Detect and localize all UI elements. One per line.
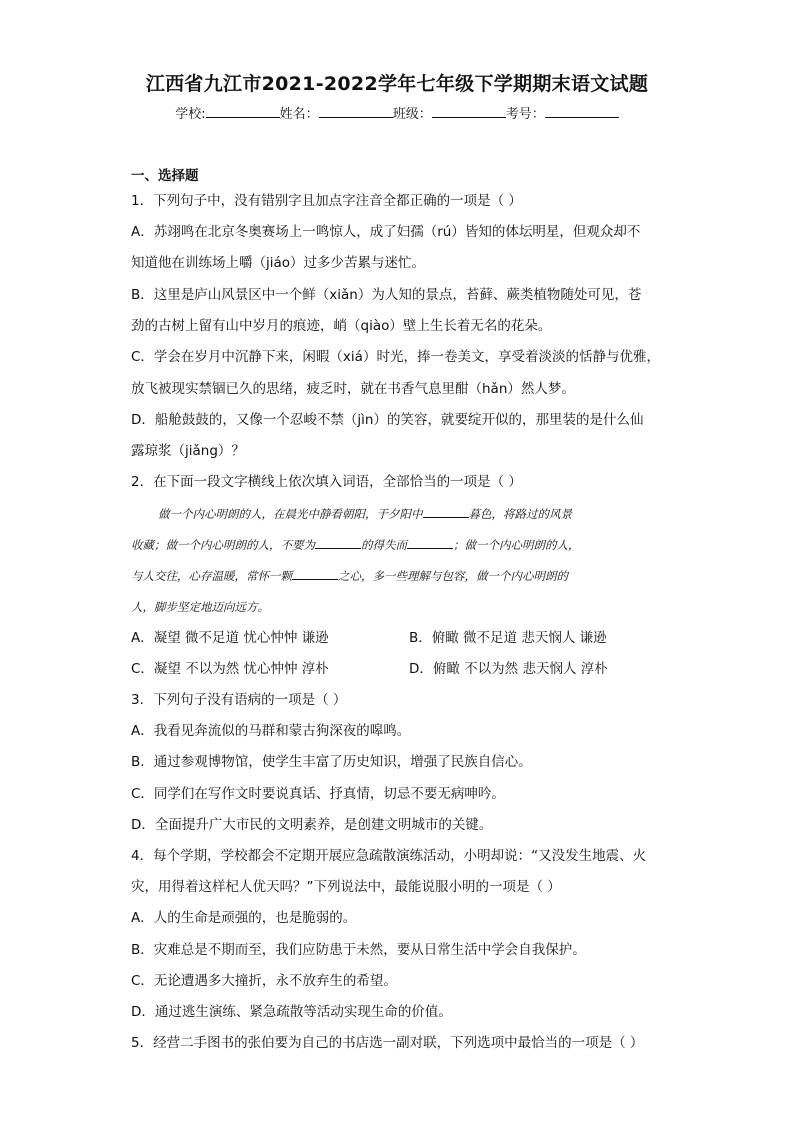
passage-text: 之心，多一些理解与包容，做一个内心明朗的 <box>338 569 568 583</box>
class-blank <box>432 103 506 118</box>
passage-text: 暮色，将路过的风景 <box>468 507 572 521</box>
q2-passage-line4: 人，脚步坚定地迈向远方。 <box>131 600 269 614</box>
q2-option-a: A．凝望 微不足道 忧心忡忡 谦逊 <box>131 630 329 646</box>
passage-text: ；做一个内心明朗的人， <box>453 538 580 552</box>
q1-option-a-line1: A．苏翊鸣在北京冬奥赛场上一鸣惊人，成了妇孺（rú）皆知的体坛明星，但观众却不 <box>131 224 641 240</box>
q4-stem-line2: 灾，用得着这样杞人优天吗？”下列说法中，最能说服小明的一项是（ ） <box>131 879 561 895</box>
q4-option-b: B．灾难总是不期而至，我们应防患于未然，要从日常生活中学会自我保护。 <box>131 942 586 958</box>
q4-stem-line1: 4．每个学期，学校都会不定期开展应急疏散演练活动，小明却说：“又没发生地震、火 <box>131 848 647 864</box>
name-label: 姓名： <box>279 107 319 122</box>
q2-options-row2 <box>131 660 608 678</box>
q1-option-d-line1: D．船舱鼓鼓的，又像一个忍峻不禁（jìn）的笑容，就要绽开似的，那里装的是什么仙 <box>131 412 644 428</box>
name-blank <box>319 103 393 118</box>
q4-option-a: A．人的生命是顽强的，也是脆弱的。 <box>131 910 357 926</box>
q1-option-c-line1: C．学会在岁月中沉静下来，闲暇（xiá）时光，捧一卷美文，享受着淡淡的恬静与优雅， <box>131 349 660 365</box>
q2-option-c: C．凝望 不以为然 忧心忡忡 淳朴 <box>131 661 329 677</box>
exam-no-blank <box>545 103 619 118</box>
fill-blank-3 <box>407 536 453 549</box>
exam-no-label: 考号： <box>505 107 545 122</box>
page-title: 江西省九江市2021-2022学年七年级下学期期末语文试题 <box>145 73 649 95</box>
q3-option-d: D．全面提升广大市民的文明素养，是创建文明城市的关键。 <box>131 817 493 833</box>
q2-options-row1 <box>131 629 607 647</box>
q3-option-b: B．通过参观博物馆，使学生丰富了历史知识，增强了民族自信心。 <box>131 754 532 770</box>
section-heading: 一、选择题 <box>131 168 199 184</box>
passage-text: 收藏；做一个内心明朗的人，不要为 <box>131 538 315 552</box>
school-blank <box>206 103 280 118</box>
student-info-line <box>0 103 794 122</box>
class-label: 班级： <box>392 107 432 122</box>
q1-option-b-line2: 劲的古树上留有山中岁月的痕迹，峭（qiào）壁上生长着无名的花朵。 <box>131 318 552 334</box>
q5-stem: 5．经营二手图书的张伯要为自己的书店选一副对联，下列选项中最恰当的一项是（ ） <box>131 1035 644 1051</box>
passage-text: 做一个内心明朗的人，在晨光中静看朝阳，于夕阳中 <box>158 507 423 521</box>
q3-stem: 3．下列句子没有语病的一项是（ ） <box>131 692 347 708</box>
q2-option-d: D．俯瞰 不以为然 悲天悯人 淳朴 <box>409 661 608 677</box>
fill-blank-4 <box>292 567 338 580</box>
fill-blank-1 <box>423 505 469 518</box>
q4-option-d: D．通过逃生演练、紧急疏散等活动实现生命的价值。 <box>131 1004 452 1020</box>
school-label: 学校: <box>175 107 206 122</box>
q2-passage-line3 <box>131 567 568 585</box>
passage-text: 的得失而 <box>361 538 407 552</box>
q4-option-c: C．无论遭遇多大撞折，永不放弃生的希望。 <box>131 973 397 989</box>
passage-text: 与人交往，心存温暖，常怀一颗 <box>131 569 292 583</box>
q2-option-b: B．俯瞰 微不足道 悲天悯人 谦逊 <box>409 630 607 646</box>
q1-option-b-line1: B．这里是庐山风景区中一个鲜（xiǎn）为人知的景点，苔藓、蕨类植物随处可见，苍 <box>131 287 642 303</box>
q3-option-c: C．同学们在写作文时要说真话、抒真情，切忌不要无病呻吟。 <box>131 786 505 802</box>
q1-option-a-line2: 知道他在训练场上嚼（jiáo）过多少苦累与迷忙。 <box>131 255 426 271</box>
q2-stem: 2．在下面一段文字横线上依次填入词语，全部恰当的一项是（ ） <box>131 474 522 490</box>
q2-passage-line1 <box>158 505 572 523</box>
q2-passage-line2 <box>131 536 580 554</box>
fill-blank-2 <box>315 536 361 549</box>
q3-option-a: A．我看见奔流似的马群和蒙古狗深夜的嗥鸣。 <box>131 723 411 739</box>
q1-stem: 1．下列句子中，没有错别字且加点字注音全都正确的一项是（ ） <box>131 193 522 209</box>
q1-option-d-line2: 露琼浆（jiǎng）？ <box>131 443 245 459</box>
q1-option-c-line2: 放飞被现实禁锢已久的思绪，疲乏时，就在书香气息里酣（hǎn）然人梦。 <box>131 381 575 397</box>
